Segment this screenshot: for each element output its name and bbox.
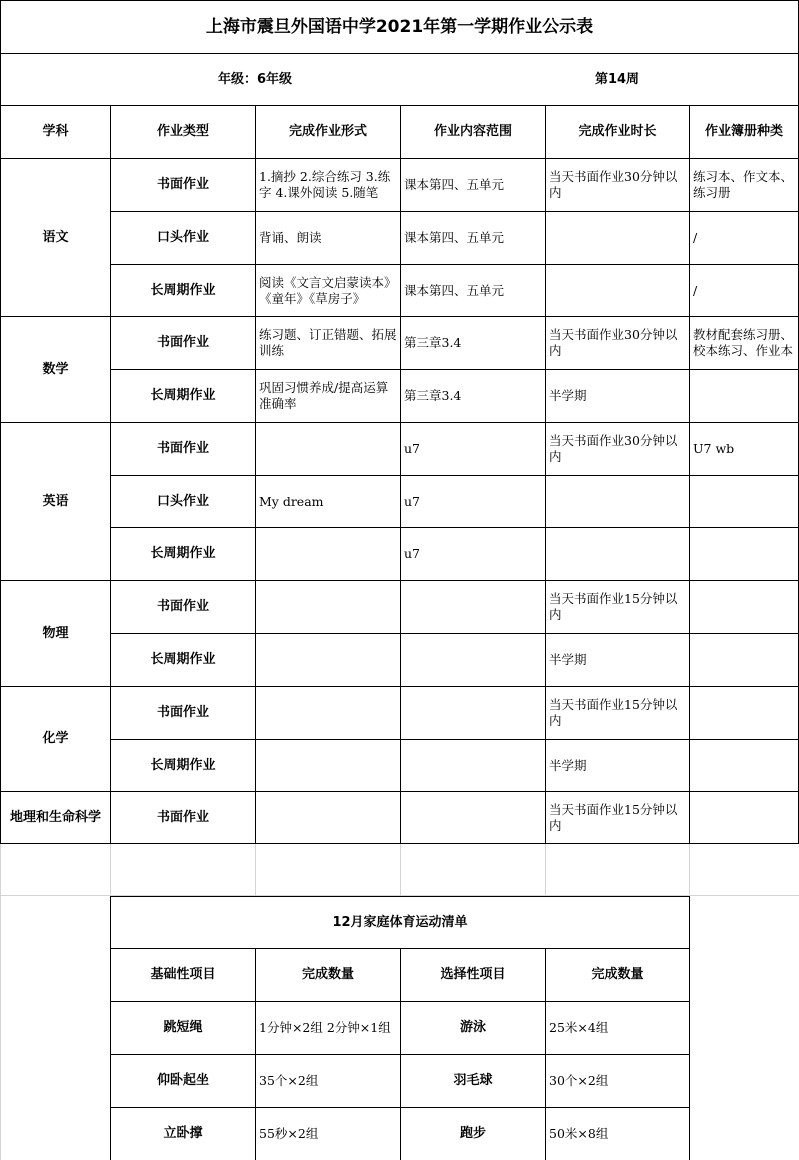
homework-duration: 当天书面作业30分钟以内 [549, 327, 678, 358]
header-duration: 完成作业时长 [578, 124, 657, 139]
gridline [255, 844, 256, 896]
homework-scope: 课本第四、五单元 [404, 282, 505, 298]
homework-books: / [693, 230, 698, 245]
sports-header-optional-qty: 完成数量 [591, 967, 644, 982]
homework-duration: 当天书面作业15分钟以内 [549, 801, 678, 833]
sports-basic-item: 跳短绳 [163, 1020, 203, 1035]
homework-duration: 当天书面作业15分钟以内 [549, 697, 678, 728]
sports-title: 12月家庭体育运动清单 [332, 914, 468, 930]
header-form: 完成作业形式 [288, 124, 367, 139]
gridline [110, 844, 111, 896]
sports-optional-item: 游泳 [459, 1020, 486, 1035]
homework-books [690, 740, 798, 791]
homework-scope: 第三章3.4 [404, 335, 462, 350]
sports-header-optional: 选择性项目 [440, 967, 506, 982]
homework-duration [546, 265, 689, 316]
homework-type: 书面作业 [156, 599, 209, 614]
gridline [545, 844, 546, 896]
homework-type: 书面作业 [156, 809, 209, 825]
homework-books: 练习本、作文本、练习册 [693, 169, 794, 200]
grade-label: 年级：6年级 [217, 71, 293, 87]
homework-type: 书面作业 [156, 705, 209, 720]
homework-type: 长周期作业 [150, 652, 216, 667]
sports-optional-qty: 50米×8组 [549, 1126, 609, 1141]
homework-form [256, 792, 400, 843]
homework-form: My dream [259, 493, 324, 509]
week-label: 第14周 [594, 71, 640, 87]
sports-basic-qty: 55秒×2组 [259, 1126, 319, 1141]
gridline [400, 844, 401, 896]
sports-basic-qty: 35个×2组 [259, 1073, 319, 1088]
homework-duration [546, 212, 689, 264]
sports-optional-item: 羽毛球 [453, 1073, 493, 1088]
sports-optional-qty: 30个×2组 [549, 1073, 609, 1088]
homework-type: 长周期作业 [150, 282, 216, 298]
homework-duration: 半学期 [549, 388, 587, 403]
header-type: 作业类型 [156, 124, 209, 139]
gridline [0, 844, 1, 1160]
homework-books: 教材配套练习册、校本练习、作业本 [693, 327, 794, 358]
homework-scope [401, 792, 545, 843]
homework-type: 长周期作业 [150, 757, 216, 773]
homework-duration: 半学期 [549, 757, 587, 773]
homework-type: 书面作业 [156, 335, 209, 350]
homework-scope [401, 687, 545, 739]
homework-scope: 课本第四、五单元 [404, 230, 505, 245]
homework-form [256, 740, 400, 791]
homework-duration: 当天书面作业30分钟以内 [549, 433, 678, 464]
homework-form: 阅读《文言文启蒙读本》《童年》《草房子》 [259, 274, 397, 306]
homework-form [256, 687, 400, 739]
homework-books [690, 370, 798, 422]
homework-duration: 当天书面作业30分钟以内 [549, 169, 678, 200]
sports-basic-item: 立卧撑 [163, 1126, 203, 1141]
subject-physics: 物理 [42, 625, 69, 641]
homework-type: 书面作业 [156, 177, 209, 192]
homework-duration: 半学期 [549, 652, 587, 667]
sports-basic-item: 仰卧起坐 [156, 1073, 209, 1088]
subject-math: 数学 [42, 361, 69, 377]
homework-books [690, 634, 798, 686]
homework-scope [401, 581, 545, 633]
homework-form [256, 634, 400, 686]
homework-type: 书面作业 [156, 441, 209, 456]
subject-english: 英语 [42, 493, 69, 509]
homework-books [690, 687, 798, 739]
header-subject: 学科 [42, 124, 69, 139]
sports-header-basic: 基础性项目 [150, 967, 216, 982]
gridline [689, 844, 690, 896]
sports-header-basic-qty: 完成数量 [301, 967, 354, 982]
homework-duration: 当天书面作业15分钟以内 [549, 591, 678, 622]
homework-books: / [693, 282, 698, 298]
subject-chemistry: 化学 [42, 731, 69, 746]
homework-duration [546, 476, 689, 527]
homework-scope: 课本第四、五单元 [404, 177, 505, 192]
header-scope: 作业内容范围 [433, 124, 512, 139]
homework-scope: u7 [404, 441, 421, 456]
homework-type: 长周期作业 [150, 388, 216, 403]
homework-form: 巩固习惯养成/提高运算准确率 [259, 380, 389, 411]
homework-scope [401, 740, 545, 791]
homework-books [690, 792, 798, 843]
homework-duration [546, 528, 689, 580]
homework-form: 背诵、朗读 [259, 230, 322, 245]
subject-chinese: 语文 [42, 229, 69, 245]
sports-optional-qty: 25米×4组 [549, 1020, 609, 1035]
header-books: 作业簿册种类 [704, 124, 783, 139]
homework-books [690, 476, 798, 527]
homework-scope: u7 [404, 493, 421, 509]
homework-books [690, 528, 798, 580]
homework-type: 口头作业 [156, 230, 209, 245]
homework-scope: 第三章3.4 [404, 388, 462, 403]
homework-books: U7 wb [693, 441, 735, 456]
homework-type: 长周期作业 [150, 546, 216, 561]
homework-form: 练习题、订正错题、拓展训练 [259, 327, 397, 358]
border [689, 896, 690, 1160]
homework-form [256, 581, 400, 633]
homework-scope [401, 634, 545, 686]
page-title: 上海市震旦外国语中学2021年第一学期作业公示表 [205, 17, 594, 37]
sports-optional-item: 跑步 [459, 1126, 486, 1141]
homework-books [690, 581, 798, 633]
homework-type: 口头作业 [156, 493, 209, 509]
homework-form: 1.摘抄 2.综合练习 3.练字 4.课外阅读 5.随笔 [259, 169, 391, 200]
subject-geo-bio: 地理和生命科学 [9, 809, 101, 825]
homework-form [256, 423, 400, 475]
homework-scope: u7 [404, 546, 421, 561]
sports-basic-qty: 1分钟×2组 2分钟×1组 [259, 1020, 391, 1035]
homework-form [256, 528, 400, 580]
